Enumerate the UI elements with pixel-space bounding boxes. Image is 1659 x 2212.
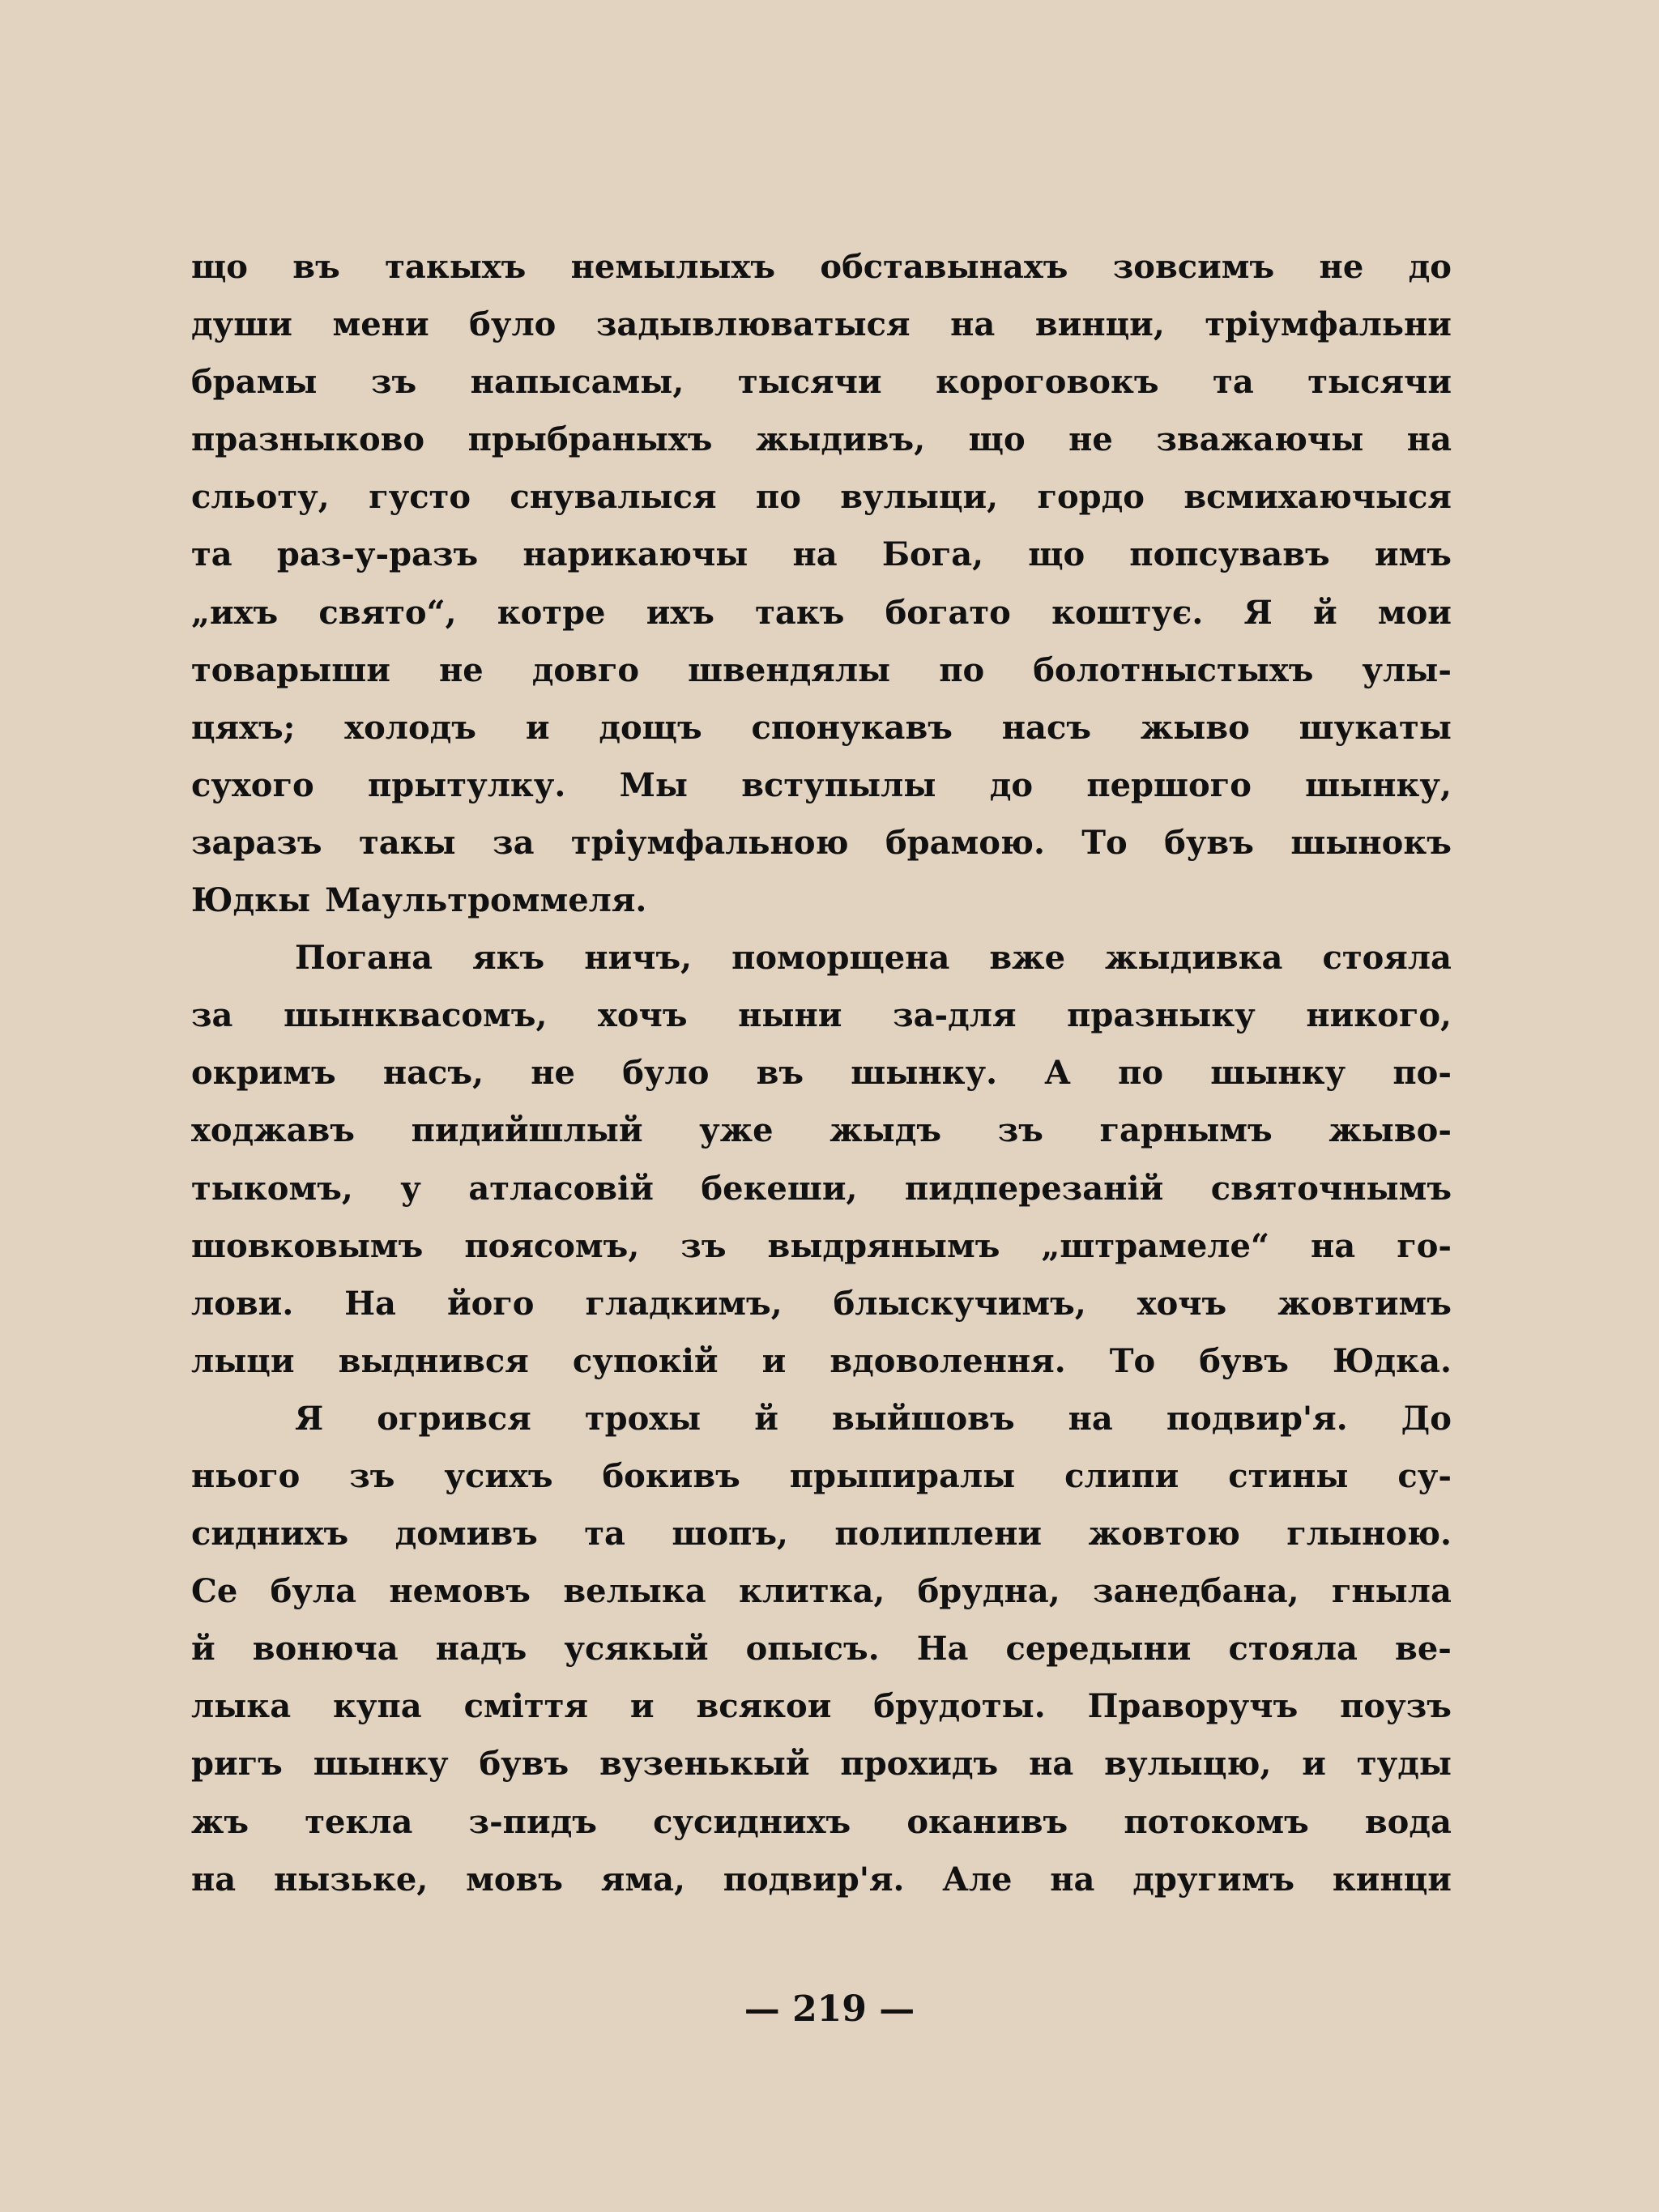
word: потокомъ <box>1124 1802 1309 1841</box>
page-number: — 219 — <box>744 1988 915 2030</box>
word: з-пидъ <box>468 1802 597 1841</box>
word: короговокъ <box>936 363 1159 402</box>
word: А <box>1044 1054 1071 1093</box>
word: Юдкы <box>191 881 311 920</box>
word: за <box>191 996 233 1035</box>
word: жовтою <box>1088 1515 1240 1554</box>
word: бувъ <box>479 1745 569 1784</box>
word: цяхъ; <box>191 708 296 747</box>
word: тріумфальни <box>1205 305 1452 344</box>
word: холодъ <box>344 708 476 747</box>
word: по <box>755 478 801 517</box>
word: зъ <box>349 1456 395 1495</box>
word: шынку, <box>1305 765 1452 804</box>
word: на <box>792 535 838 574</box>
word: жыво- <box>1328 1111 1452 1150</box>
word: такыхъ <box>385 248 527 286</box>
word: „ихъ <box>191 593 279 632</box>
word: що <box>968 420 1026 459</box>
word: шынквасомъ, <box>284 996 548 1035</box>
word: болотныстыхъ <box>1033 650 1314 689</box>
word: въ <box>756 1054 804 1093</box>
word: занедбана, <box>1093 1572 1299 1611</box>
text-line-10 <box>191 766 1452 824</box>
word: якъ <box>472 939 545 978</box>
text-line-11 <box>191 824 1452 881</box>
word: Се <box>191 1572 238 1611</box>
word: дощъ <box>599 708 702 747</box>
word: та <box>1213 363 1254 402</box>
word: всмихаючыся <box>1183 478 1452 517</box>
word: зъ <box>370 363 417 402</box>
word: стояла <box>1322 939 1452 978</box>
word: насъ <box>1001 708 1092 747</box>
text-line-29 <box>191 1860 1452 1918</box>
text-line-19 <box>191 1285 1452 1342</box>
word: ходжавъ <box>191 1111 355 1150</box>
text-line-26 <box>191 1687 1452 1745</box>
word: святочнымъ <box>1210 1169 1452 1208</box>
word: бувъ <box>1199 1341 1289 1380</box>
word: вже <box>989 939 1066 978</box>
word: на <box>1310 1226 1356 1265</box>
text-line-13 <box>191 939 1452 996</box>
word: лови. <box>191 1284 294 1323</box>
word: никого, <box>1306 996 1452 1035</box>
word: зъ <box>680 1226 727 1265</box>
text-line-6 <box>191 535 1452 593</box>
word: подвир'я. <box>1166 1399 1348 1438</box>
word: зважаючы <box>1156 420 1364 459</box>
word: Мы <box>619 765 688 804</box>
word: жыдивка <box>1105 939 1283 978</box>
word: слипи <box>1064 1456 1179 1495</box>
word: надъ <box>435 1630 527 1669</box>
word: шынку. <box>851 1054 998 1093</box>
word: на <box>191 1860 237 1899</box>
word: атласовій <box>468 1169 654 1208</box>
word: брудоты. <box>873 1687 1046 1726</box>
word: „штрамеле“ <box>1041 1226 1269 1265</box>
word: за-для <box>893 996 1017 1035</box>
word: на <box>1068 1399 1113 1438</box>
word: коштує. <box>1051 593 1204 632</box>
word: На <box>916 1630 969 1669</box>
word: густо <box>369 478 471 517</box>
word: вступылы <box>741 765 936 804</box>
word: хочъ <box>598 996 688 1035</box>
word: ве- <box>1395 1630 1452 1669</box>
body-text <box>191 248 1452 1918</box>
word: вузенькый <box>599 1745 810 1784</box>
word: огрився <box>377 1399 531 1438</box>
word: гарнымъ <box>1099 1111 1273 1150</box>
text-line-2 <box>191 305 1452 363</box>
word: другимъ <box>1132 1860 1295 1899</box>
word: тріумфальною <box>570 823 849 862</box>
word: шынокъ <box>1290 823 1452 862</box>
word: задывлюватыся <box>595 305 911 344</box>
word: жыдивъ, <box>755 420 926 459</box>
text-line-18 <box>191 1227 1452 1285</box>
word: такы <box>358 823 456 862</box>
word: жыво <box>1140 708 1250 747</box>
word: жовтимъ <box>1277 1284 1452 1323</box>
word: на <box>1050 1860 1095 1899</box>
word: го- <box>1397 1226 1452 1265</box>
word: вулыци, <box>840 478 999 517</box>
word: полиплени <box>834 1515 1043 1554</box>
word: й <box>754 1399 778 1438</box>
word: снувалыся <box>510 478 717 517</box>
word: була <box>270 1572 357 1611</box>
word: купа <box>333 1687 422 1726</box>
word: Я <box>295 1399 324 1438</box>
word: мени <box>332 305 429 344</box>
word: супокій <box>572 1341 719 1380</box>
word: за <box>493 823 535 862</box>
word: тыкомъ, <box>191 1169 353 1208</box>
text-line-12 <box>191 881 1452 939</box>
word: напысамы, <box>470 363 684 402</box>
word: прыпиралы <box>789 1456 1016 1495</box>
word: выдрянымъ <box>767 1226 1000 1265</box>
word: сухого <box>191 765 314 804</box>
word: и <box>629 1687 655 1726</box>
word: блыскучимъ, <box>833 1284 1086 1323</box>
word: гладкимъ, <box>585 1284 783 1323</box>
word: немылыхъ <box>570 248 776 286</box>
word: зовсимъ <box>1112 248 1275 286</box>
word: пидийшлый <box>411 1111 643 1150</box>
word: що <box>1028 535 1085 574</box>
word: стояла <box>1228 1630 1358 1669</box>
word: празныку <box>1067 996 1256 1035</box>
word: у <box>400 1169 421 1208</box>
word: яма, <box>600 1860 685 1899</box>
text-line-17 <box>191 1170 1452 1227</box>
text-line-21 <box>191 1400 1452 1457</box>
word: брудна, <box>917 1572 1060 1611</box>
word: Але <box>942 1860 1013 1899</box>
word: жыдъ <box>830 1111 942 1150</box>
word: Юдка. <box>1333 1341 1452 1380</box>
word: бокивъ <box>602 1456 740 1495</box>
word: стины <box>1228 1456 1349 1495</box>
word: празныково <box>191 420 425 459</box>
text-line-20 <box>191 1342 1452 1400</box>
text-line-7 <box>191 594 1452 651</box>
word: подвир'я. <box>723 1860 905 1899</box>
word: середыни <box>1005 1630 1192 1669</box>
word: выйшовъ <box>831 1399 1015 1438</box>
word: выднився <box>338 1341 529 1380</box>
word: вода <box>1364 1802 1452 1841</box>
word: було <box>622 1054 710 1093</box>
word: шукаты <box>1299 708 1452 747</box>
word: и <box>1302 1745 1326 1784</box>
word: нарикаючы <box>522 535 748 574</box>
word: довго <box>531 650 640 689</box>
word: сиднихъ <box>191 1515 349 1554</box>
word: бувъ <box>1164 823 1254 862</box>
word: брамы <box>191 363 318 402</box>
word: Бога, <box>881 535 984 574</box>
word: шопъ, <box>672 1515 788 1554</box>
word: на <box>1406 420 1452 459</box>
word: велыка <box>563 1572 706 1611</box>
word: поузъ <box>1340 1687 1452 1726</box>
word: гныла <box>1331 1572 1452 1611</box>
word: До <box>1401 1399 1452 1438</box>
text-line-27 <box>191 1745 1452 1802</box>
word: такъ <box>755 593 845 632</box>
word: сльоту, <box>191 478 330 517</box>
word: и <box>525 708 550 747</box>
word: вдоволення. <box>830 1341 1066 1380</box>
word: прохидъ <box>840 1745 999 1784</box>
word: на <box>1029 1745 1074 1784</box>
word: Маультроммеля. <box>325 881 647 920</box>
text-line-3 <box>191 363 1452 420</box>
word: та <box>191 535 232 574</box>
word: домивъ <box>394 1515 538 1554</box>
word: до <box>1408 248 1452 286</box>
word: не <box>438 650 484 689</box>
word: су- <box>1397 1456 1452 1495</box>
word: вонюча <box>252 1630 399 1669</box>
word: мои <box>1377 593 1452 632</box>
text-line-15 <box>191 1054 1452 1111</box>
word: кинци <box>1332 1860 1452 1899</box>
word: по <box>1118 1054 1164 1093</box>
word: прыбраныхъ <box>467 420 713 459</box>
word: клитка, <box>739 1572 885 1611</box>
word: поясомъ, <box>464 1226 640 1265</box>
word: вулыцю, <box>1104 1745 1272 1784</box>
word: до <box>989 765 1034 804</box>
word: його <box>446 1284 535 1323</box>
word: глыною. <box>1286 1515 1452 1554</box>
word: тысячи <box>737 363 882 402</box>
word: Погана <box>295 939 433 978</box>
word: хочъ <box>1137 1284 1227 1323</box>
word: й <box>1313 593 1337 632</box>
word: брамою. <box>885 823 1045 862</box>
word: души <box>191 305 292 344</box>
word: ихъ <box>646 593 714 632</box>
word: трохы <box>584 1399 702 1438</box>
word: шовковымъ <box>191 1226 424 1265</box>
word: Праворучъ <box>1087 1687 1299 1726</box>
word: швендялы <box>688 650 891 689</box>
word: То <box>1081 823 1128 862</box>
word: першого <box>1086 765 1252 804</box>
word: насъ, <box>382 1054 484 1093</box>
word: й <box>191 1630 215 1669</box>
word: оканивъ <box>906 1802 1068 1841</box>
word: свято“, <box>318 593 457 632</box>
text-line-28 <box>191 1803 1452 1860</box>
word: опысъ. <box>745 1630 880 1669</box>
word: ничъ, <box>584 939 693 978</box>
word: окримъ <box>191 1054 336 1093</box>
word: и <box>761 1341 787 1380</box>
text-line-9 <box>191 709 1452 766</box>
text-line-24 <box>191 1572 1452 1630</box>
word: що <box>191 248 248 286</box>
text-line-5 <box>191 478 1452 535</box>
word: всякои <box>696 1687 832 1726</box>
word: котре <box>497 593 606 632</box>
word: текла <box>305 1802 413 1841</box>
text-line-8 <box>191 651 1452 709</box>
word: мовъ <box>466 1860 563 1899</box>
word: на <box>950 305 996 344</box>
word: шынку <box>1210 1054 1346 1093</box>
word: гордо <box>1037 478 1145 517</box>
word: спонукавъ <box>751 708 953 747</box>
word: товарыши <box>191 650 390 689</box>
word: сміття <box>463 1687 588 1726</box>
word: заразъ <box>191 823 322 862</box>
text-line-1 <box>191 248 1452 305</box>
word: по- <box>1392 1054 1452 1093</box>
word: раз-у-разъ <box>276 535 479 574</box>
word: було <box>469 305 557 344</box>
word: тысячи <box>1307 363 1452 402</box>
word: поморщена <box>731 939 950 978</box>
word: На <box>344 1284 396 1323</box>
text-line-22 <box>191 1457 1452 1515</box>
word: ригъ <box>191 1745 283 1784</box>
word: жъ <box>191 1802 249 1841</box>
word: не <box>531 1054 575 1093</box>
text-line-4 <box>191 420 1452 478</box>
text-line-14 <box>191 996 1452 1054</box>
word: богато <box>885 593 1011 632</box>
word: въ <box>292 248 340 286</box>
word: попсувавъ <box>1129 535 1330 574</box>
word: не <box>1319 248 1364 286</box>
word: То <box>1109 1341 1156 1380</box>
text-line-23 <box>191 1515 1452 1572</box>
word: не <box>1068 420 1113 459</box>
word: лыци <box>191 1341 295 1380</box>
word: винци, <box>1034 305 1165 344</box>
word: ныни <box>738 996 842 1035</box>
word: нызьке, <box>273 1860 429 1899</box>
text-line-16 <box>191 1111 1452 1169</box>
text-line-25 <box>191 1630 1452 1687</box>
word: лыка <box>191 1687 292 1726</box>
word: уже <box>699 1111 774 1150</box>
word: сусиднихъ <box>653 1802 851 1841</box>
word: бекеши, <box>701 1169 858 1208</box>
word: Я <box>1243 593 1273 632</box>
word: зъ <box>997 1111 1043 1150</box>
word: имъ <box>1374 535 1452 574</box>
word: по <box>939 650 985 689</box>
word: улы- <box>1362 650 1452 689</box>
word: обставынахъ <box>820 248 1068 286</box>
word: усихъ <box>444 1456 553 1495</box>
word: усякый <box>564 1630 709 1669</box>
word: пидперезаній <box>904 1169 1164 1208</box>
word: та <box>584 1515 625 1554</box>
word: нього <box>191 1456 301 1495</box>
word: туды <box>1356 1745 1452 1784</box>
word: шынку <box>313 1745 449 1784</box>
word: прытулку. <box>367 765 566 804</box>
word: немовъ <box>389 1572 531 1611</box>
